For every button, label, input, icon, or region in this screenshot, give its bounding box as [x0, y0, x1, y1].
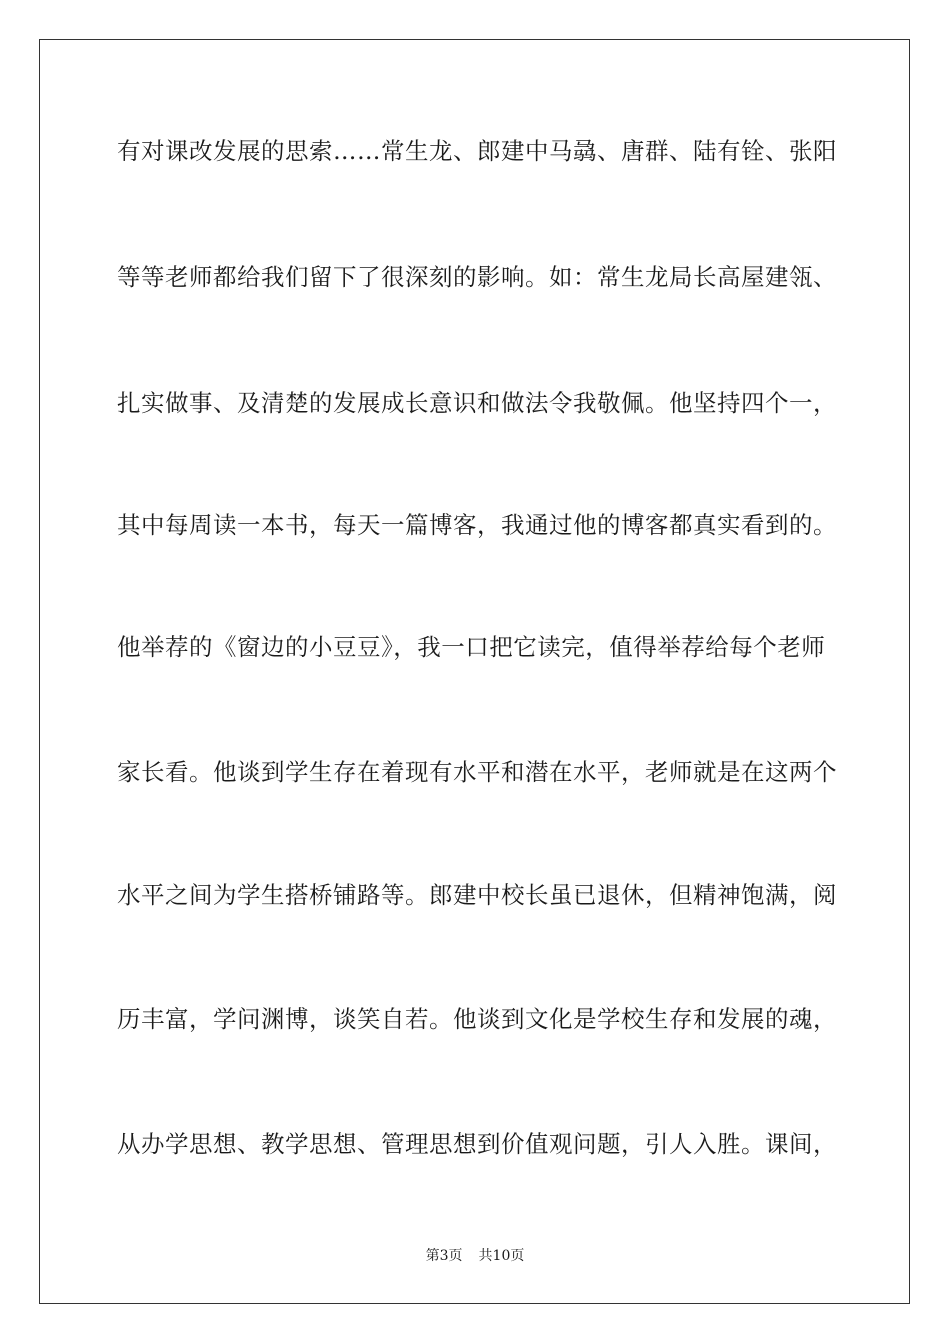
- text-line: 扎实做事、及清楚的发展成长意识和做法令我敬佩。他坚持四个一，: [117, 389, 837, 417]
- text-line: 其中每周读一本书，每天一篇博客，我通过他的博客都真实看到的。: [117, 511, 837, 539]
- text-line: 历丰富，学问渊博，谈笑自若。他谈到文化是学校生存和发展的魂，: [117, 1005, 837, 1033]
- page-footer: [0, 1247, 950, 1265]
- text-line: 等等老师都给我们留下了很深刻的影响。如：常生龙局长高屋建瓴、: [117, 263, 837, 291]
- text-line: 从办学思想、教学思想、管理思想到价值观问题，引人入胜。课间，: [117, 1130, 837, 1158]
- page-total: 共10页: [478, 1248, 525, 1264]
- text-line: 他举荐的《窗边的小豆豆》，我一口把它读完，值得举荐给每个老师: [117, 633, 826, 661]
- page-number: 第3页: [425, 1248, 463, 1264]
- text-line: 水平之间为学生搭桥铺路等。郎建中校长虽已退休，但精神饱满，阅: [117, 881, 837, 909]
- text-line: 有对课改发展的思索……常生龙、郎建中马骉、唐群、陆有铨、张阳: [117, 137, 837, 165]
- text-line: 家长看。他谈到学生存在着现有水平和潜在水平，老师就是在这两个: [117, 758, 837, 786]
- page-border: [39, 39, 910, 1304]
